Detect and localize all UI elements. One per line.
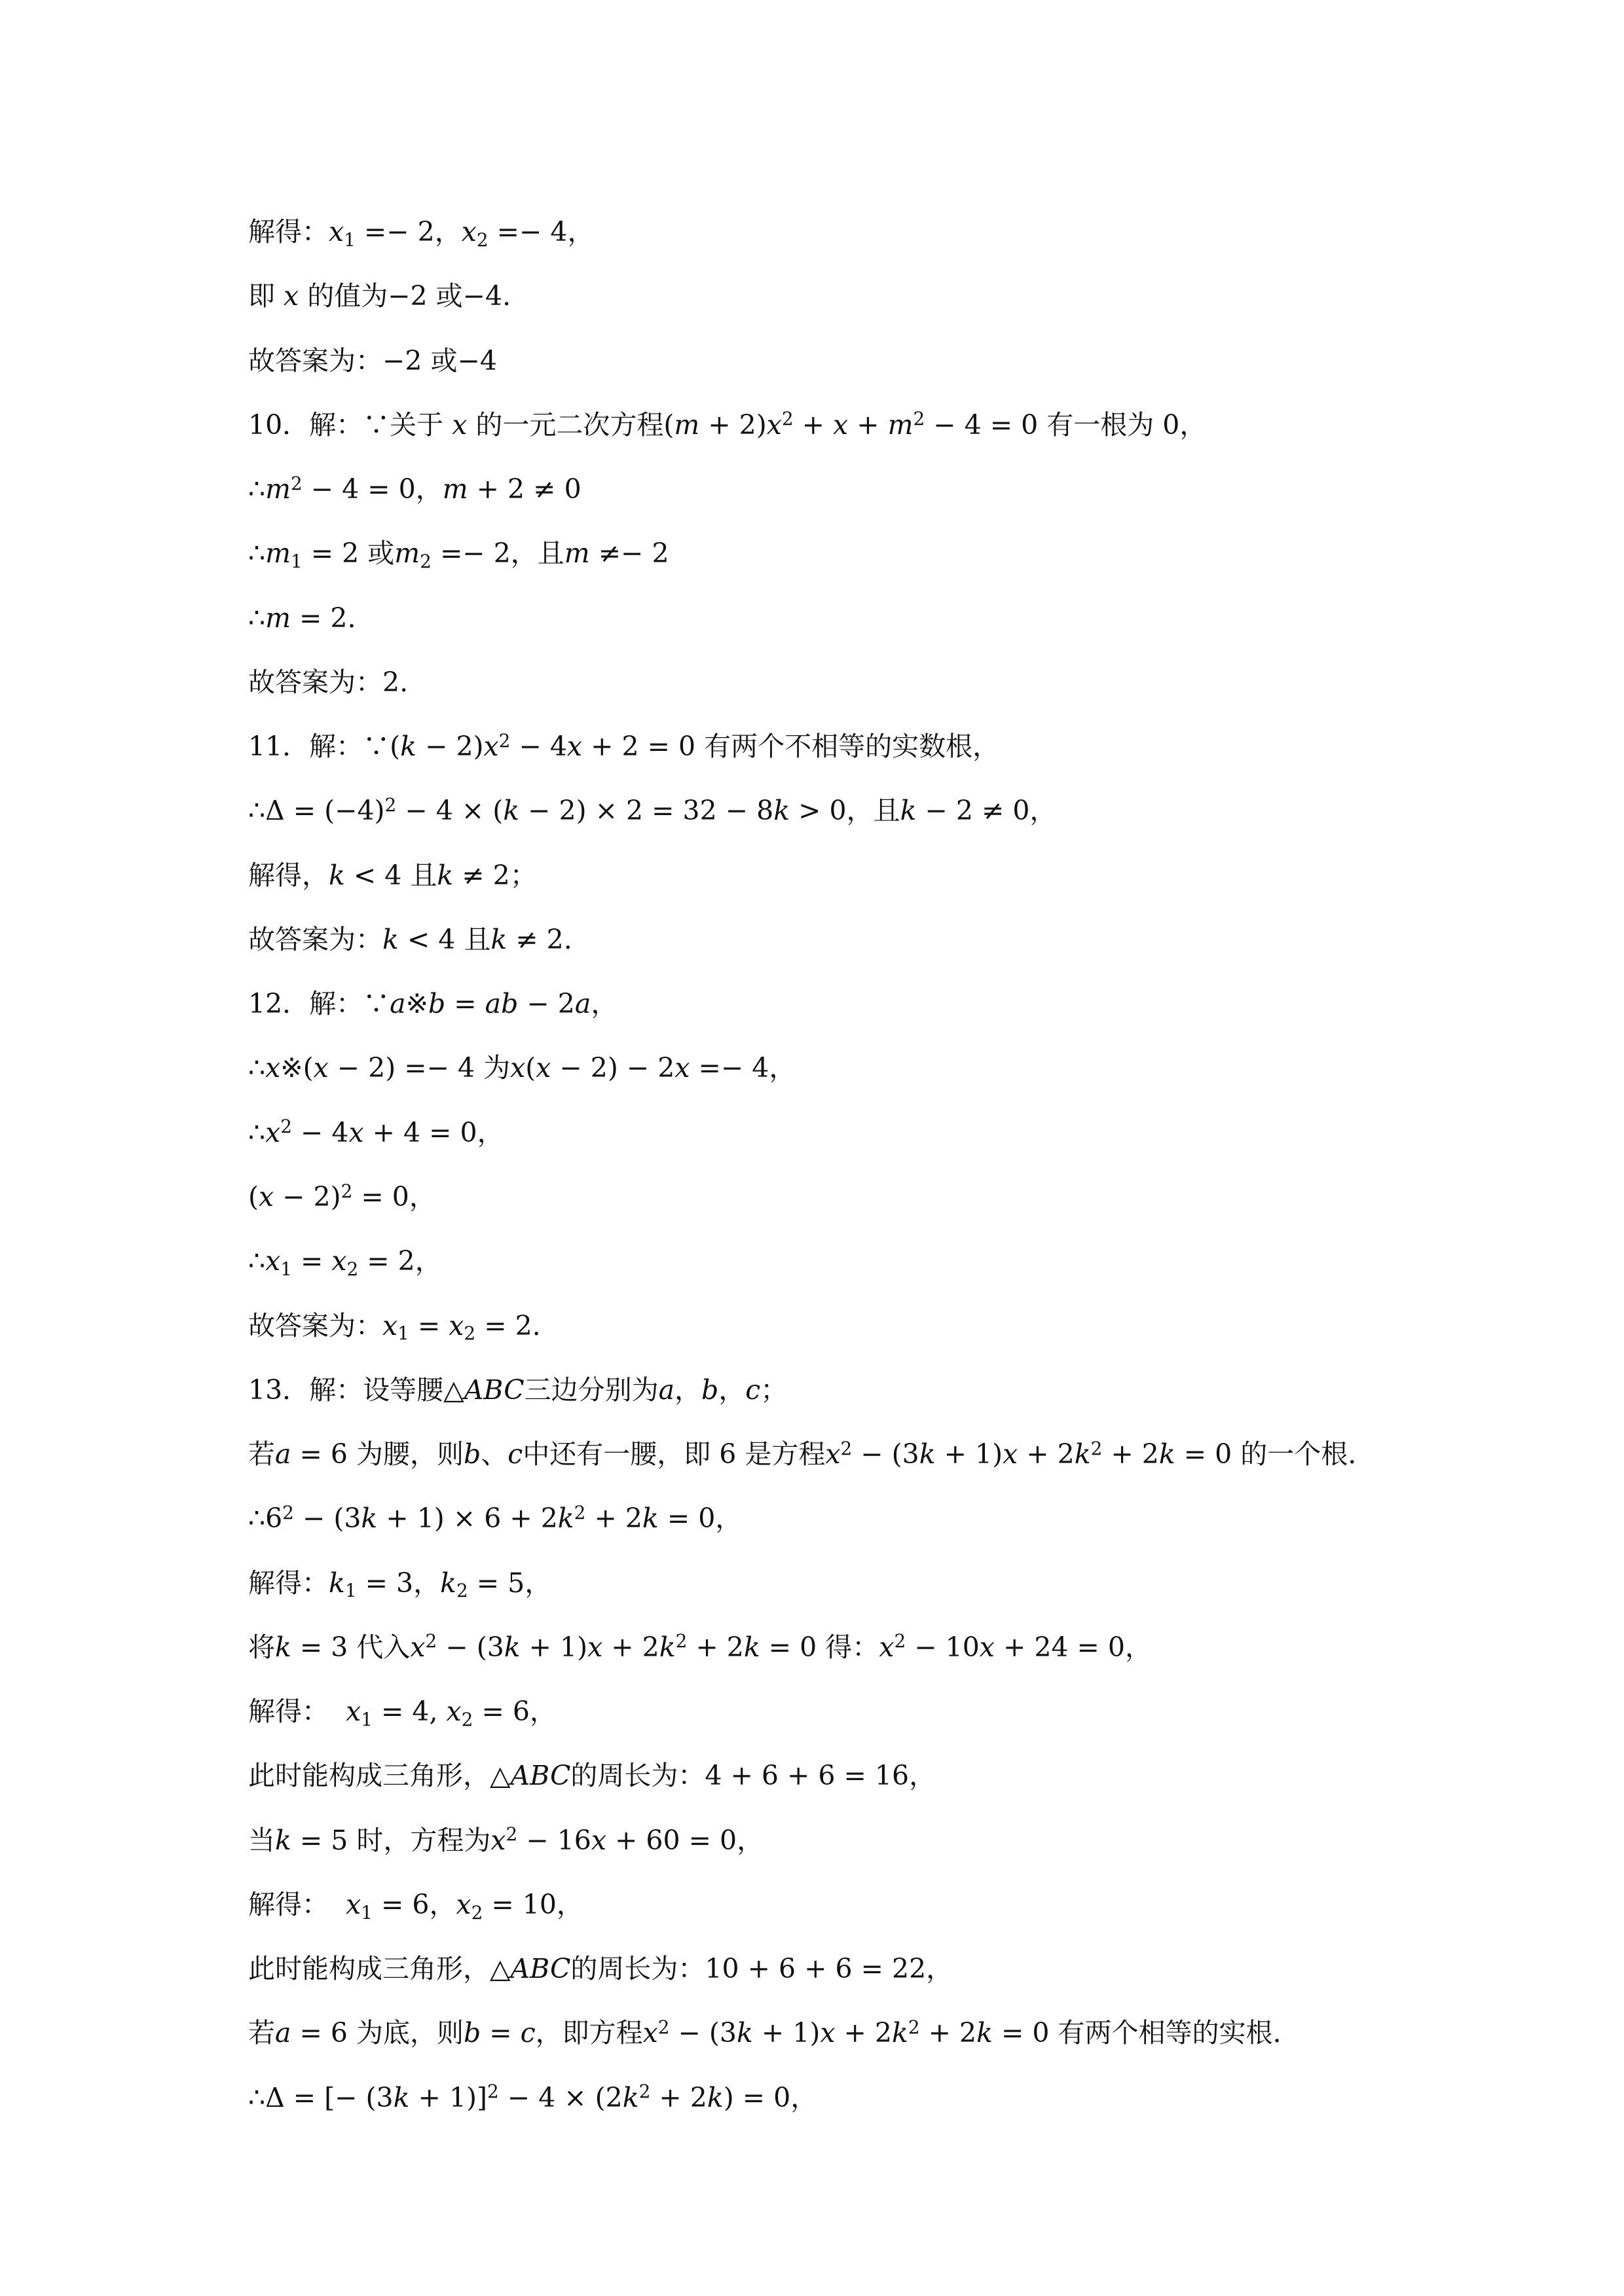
math-variable: m — [394, 538, 420, 570]
text-run: = — [409, 1309, 449, 1341]
math-variable: k — [659, 1631, 676, 1663]
math-variable: m — [265, 602, 291, 634]
text-run: = 2 或 — [302, 538, 395, 570]
solution-line — [248, 586, 1571, 650]
text-run: − 2) — [274, 1180, 341, 1212]
math-variable: x — [591, 1824, 606, 1856]
solution-line — [248, 2001, 1571, 2065]
text-run: ≠− 2 — [589, 538, 669, 570]
text-run: =− 4， — [488, 216, 595, 247]
text-run: = 2. — [290, 602, 356, 634]
text-run: ) = 0， — [723, 2081, 818, 2113]
text-run: 10．解：∵关于 — [248, 409, 452, 441]
math-variable: x — [833, 409, 849, 441]
subscript: 1 — [280, 1258, 292, 1281]
solution-line — [248, 1743, 1571, 1808]
text-run: − 4 = 0， — [302, 473, 443, 505]
math-variable: x — [452, 409, 468, 441]
math-variable: x — [259, 1180, 274, 1212]
math-variable: m — [442, 473, 468, 505]
math-variable: b — [464, 2017, 481, 2049]
text-run: ≠ 2. — [507, 923, 572, 955]
text-run: 的一元二次方程( — [467, 409, 674, 441]
text-run: 解得： — [248, 216, 329, 247]
math-variable: m — [887, 409, 913, 441]
math-variable: k — [275, 1631, 291, 1663]
text-run: = 4, — [372, 1696, 447, 1728]
text-run: + 2 — [602, 1631, 659, 1663]
text-run: < 4 且 — [344, 859, 437, 891]
text-run: + 1)] — [409, 2081, 487, 2113]
text-run: 故答案为： — [248, 1309, 382, 1341]
text-run: = 2， — [358, 1245, 442, 1277]
math-variable: x — [265, 1245, 281, 1277]
math-variable: k — [393, 2081, 410, 2113]
text-run: − 4 — [510, 731, 567, 763]
text-run: − 4 × ( — [396, 795, 504, 827]
text-run: 11．解：∵( — [248, 731, 401, 763]
math-variable: x — [313, 1052, 329, 1084]
math-variable: x — [1003, 1438, 1018, 1470]
superscript: 2 — [638, 2081, 651, 2103]
math-variable: k — [1074, 1438, 1091, 1470]
solution-line — [248, 1937, 1571, 2001]
superscript: 2 — [290, 472, 303, 494]
text-run: − 4 = 0 有一根为 0， — [925, 409, 1207, 441]
superscript: 2 — [840, 1437, 853, 1459]
math-variable: x — [346, 1696, 361, 1728]
math-variable: a — [390, 988, 406, 1020]
subscript: 2 — [471, 1901, 483, 1923]
math-variable: k — [275, 1824, 291, 1856]
math-variable: x — [820, 2017, 836, 2049]
math-variable: x — [265, 1052, 281, 1084]
solution-line — [248, 1165, 1571, 1229]
text-run: + 2 — [835, 2017, 893, 2049]
solution-line — [248, 1036, 1571, 1100]
solution-line — [248, 714, 1571, 778]
text-run: + 2 — [1018, 1438, 1075, 1470]
text-run: > 0，且 — [790, 795, 900, 827]
text-run: ≠ 2； — [453, 859, 537, 891]
solution-line — [248, 972, 1571, 1036]
text-run: + 2 = 0 有两个不相等的实数根， — [582, 731, 1000, 763]
text-run: = — [445, 988, 485, 1020]
math-variable: x — [461, 216, 477, 247]
superscript: 2 — [894, 1630, 906, 1652]
math-variable: k — [382, 923, 399, 955]
math-variable: b — [428, 988, 446, 1020]
math-variable: m — [564, 538, 590, 570]
subscript: 2 — [346, 1258, 359, 1281]
superscript: 2 — [498, 729, 511, 752]
superscript: 2 — [675, 1630, 688, 1652]
math-variable: b — [464, 1438, 481, 1470]
subscript: 2 — [476, 228, 489, 251]
text-run: = 3 代入 — [291, 1631, 411, 1663]
math-variable: k — [1158, 1438, 1175, 1470]
solution-line — [248, 1872, 1571, 1937]
solution-line — [248, 264, 1571, 328]
text-run: 当 — [248, 1824, 275, 1856]
text-run: + — [848, 409, 888, 441]
text-run: − 2) × 2 = 32 − 8 — [519, 795, 774, 827]
text-run: = 0 的一个根. — [1175, 1438, 1357, 1470]
text-run: < 4 且 — [398, 923, 491, 955]
text-run: 即 — [248, 280, 284, 312]
solution-line — [248, 1358, 1571, 1422]
superscript: 2 — [913, 408, 925, 430]
text-run: − 2) − 2 — [551, 1052, 675, 1084]
text-run: 13．解：设等腰△ — [248, 1374, 464, 1406]
math-variable: k — [622, 2081, 639, 2113]
solution-line — [248, 457, 1571, 521]
text-run: 的值为−2 或−4. — [299, 280, 511, 312]
math-variable: c — [520, 2017, 536, 2049]
text-run: = 0， — [658, 1503, 743, 1535]
superscript: 2 — [506, 1823, 518, 1846]
text-run: = 6 为底，则 — [291, 2017, 464, 2049]
text-run: =− 4， — [690, 1052, 796, 1084]
text-run: = 3， — [356, 1567, 441, 1599]
text-run: − 16 — [517, 1824, 591, 1856]
text-run: 若 — [248, 1438, 275, 1470]
text-run: ※( — [280, 1052, 314, 1084]
text-run: ， — [674, 1374, 702, 1406]
superscript: 2 — [425, 1630, 437, 1652]
solution-line — [248, 329, 1571, 393]
math-variable: c — [507, 1438, 523, 1470]
solution-line — [248, 200, 1571, 264]
text-run: + 60 = 0， — [606, 1824, 764, 1856]
superscript: 2 — [657, 2016, 670, 2039]
math-variable: x — [566, 731, 583, 763]
text-run: + 2 — [585, 1503, 642, 1535]
text-run: ， — [718, 1374, 746, 1406]
text-run: ∴ — [248, 602, 266, 634]
text-run: ∴6 — [248, 1503, 283, 1535]
text-run: ， — [591, 988, 618, 1020]
solution-line — [248, 1808, 1571, 1872]
math-variable: ABC — [510, 1953, 571, 1985]
math-variable: x — [382, 1309, 398, 1341]
math-variable: k — [707, 2081, 724, 2113]
superscript: 2 — [341, 1180, 353, 1202]
text-run: ∴ — [248, 1116, 266, 1148]
text-run: − 2 ≠ 0， — [916, 795, 1057, 827]
superscript: 2 — [781, 408, 794, 430]
math-variable: x — [825, 1438, 841, 1470]
text-run: = 2. — [475, 1309, 541, 1341]
solution-line — [248, 1615, 1571, 1679]
math-variable: m — [674, 409, 700, 441]
solution-line — [248, 393, 1571, 457]
math-variable: a — [275, 2017, 291, 2049]
subscript: 1 — [397, 1322, 409, 1345]
superscript: 2 — [908, 2016, 920, 2039]
subscript: 2 — [456, 1580, 468, 1602]
math-variable: b — [701, 1374, 719, 1406]
text-run: 的周长为：10 + 6 + 6 = 22， — [570, 1953, 953, 1985]
solution-line — [248, 843, 1571, 907]
math-variable: k — [642, 1503, 659, 1535]
text-run: 12．解：∵ — [248, 988, 390, 1020]
math-variable: x — [331, 1245, 347, 1277]
math-variable: k — [557, 1503, 574, 1535]
text-run: − 10 — [906, 1631, 980, 1663]
text-run: ( — [248, 1180, 259, 1212]
text-run: + 2 — [650, 2081, 707, 2113]
text-run: + — [793, 409, 834, 441]
math-variable: ABC — [464, 1374, 525, 1406]
text-run: + 1) × 6 + 2 — [377, 1503, 558, 1535]
math-variable: k — [503, 795, 520, 827]
text-run: = 6， — [372, 1888, 456, 1920]
text-run: + 2 — [1102, 1438, 1159, 1470]
text-run: = 6， — [473, 1696, 557, 1728]
text-run: − (3 — [293, 1503, 361, 1535]
text-run: 解得： — [248, 1696, 346, 1728]
superscript: 2 — [1090, 1437, 1103, 1459]
text-run: 此时能构成三角形，△ — [248, 1953, 511, 1985]
text-run: = 5 时，方程为 — [291, 1824, 491, 1856]
math-variable: k — [329, 1567, 345, 1599]
text-run: = 0 有两个相等的实根. — [993, 2017, 1282, 2049]
subscript: 1 — [361, 1708, 373, 1730]
text-run: ，即方程 — [535, 2017, 643, 2049]
math-variable: x — [449, 1309, 464, 1341]
math-variable: k — [737, 2017, 753, 2049]
text-run: 、 — [481, 1438, 508, 1470]
text-run: ∴ — [248, 473, 266, 505]
math-variable: x — [284, 280, 299, 312]
text-run: − 2) — [416, 731, 484, 763]
math-variable: x — [483, 731, 499, 763]
text-run: − 2 — [518, 988, 575, 1020]
solution-line — [248, 1294, 1571, 1358]
solution-line — [248, 1551, 1571, 1615]
math-variable: x — [265, 1116, 281, 1148]
math-variable: x — [446, 1696, 462, 1728]
subscript: 2 — [464, 1322, 476, 1345]
math-variable: x — [348, 1116, 364, 1148]
text-run: = — [481, 2017, 521, 2049]
solution-line — [248, 1679, 1571, 1743]
subscript: 1 — [290, 551, 303, 573]
math-variable: k — [743, 1631, 760, 1663]
math-variable: x — [510, 1052, 526, 1084]
text-run: + 1) — [752, 2017, 821, 2049]
math-variable: x — [766, 409, 782, 441]
solution-line — [248, 2066, 1571, 2130]
subscript: 1 — [361, 1901, 373, 1923]
math-variable: k — [976, 2017, 993, 2049]
math-variable: k — [900, 795, 917, 827]
text-run: ∴Δ = [− (3 — [248, 2081, 394, 2113]
text-run: ( — [525, 1052, 536, 1084]
math-variable: c — [745, 1374, 761, 1406]
text-run: = 6 为腰，则 — [291, 1438, 464, 1470]
solution-line — [248, 778, 1571, 843]
math-variable: x — [346, 1888, 361, 1920]
math-variable: x — [587, 1631, 603, 1663]
text-run: 故答案为： — [248, 923, 382, 955]
solution-line — [248, 1101, 1571, 1165]
solution-line — [248, 1229, 1571, 1293]
text-run: 的周长为：4 + 6 + 6 = 16， — [570, 1760, 936, 1792]
math-variable: x — [536, 1052, 551, 1084]
math-variable: x — [410, 1631, 426, 1663]
math-variable: k — [919, 1438, 936, 1470]
text-run: 故答案为：−2 或−4 — [248, 344, 497, 376]
math-variable: x — [979, 1631, 995, 1663]
text-run: =− 2， — [355, 216, 462, 247]
text-run: ； — [760, 1374, 788, 1406]
text-run: − 2) =− 4 为 — [328, 1052, 511, 1084]
math-variable: k — [490, 923, 507, 955]
text-run: 故答案为：2. — [248, 666, 409, 698]
math-variable: x — [456, 1888, 471, 1920]
text-run: + 4 = 0， — [363, 1116, 504, 1148]
solution-line — [248, 1422, 1571, 1486]
text-run: 中还有一腰，即 6 是方程 — [523, 1438, 826, 1470]
math-variable: k — [361, 1503, 378, 1535]
text-run: = 10， — [483, 1888, 583, 1920]
math-variable: k — [773, 795, 790, 827]
text-run: − (3 — [669, 2017, 737, 2049]
math-variable: x — [642, 2017, 658, 2049]
text-run: − 4 — [291, 1116, 349, 1148]
text-run: + 2) — [699, 409, 767, 441]
math-variable: k — [437, 859, 454, 891]
text-run: = 0 得： — [760, 1631, 879, 1663]
subscript: 2 — [420, 551, 432, 573]
solution-document — [248, 200, 1571, 2130]
solution-line — [248, 907, 1571, 972]
text-run: 解得， — [248, 859, 329, 891]
text-run: + 1) — [935, 1438, 1003, 1470]
text-run: = 0， — [352, 1180, 436, 1212]
text-run: 此时能构成三角形，△ — [248, 1760, 511, 1792]
math-variable: m — [265, 538, 291, 570]
superscript: 2 — [384, 794, 397, 816]
superscript: 2 — [280, 1116, 292, 1138]
text-run: 若 — [248, 2017, 275, 2049]
math-variable: a — [574, 988, 591, 1020]
solution-line — [248, 1486, 1571, 1550]
math-variable: a — [658, 1374, 675, 1406]
solution-line — [248, 650, 1571, 714]
text-run: + 2 — [687, 1631, 744, 1663]
text-run: + 2 ≠ 0 — [468, 473, 581, 505]
subscript: 1 — [344, 228, 356, 251]
math-variable: k — [504, 1631, 521, 1663]
text-run: 解得： — [248, 1567, 329, 1599]
text-run: = 5， — [468, 1567, 552, 1599]
math-variable: x — [490, 1824, 506, 1856]
math-variable: x — [329, 216, 344, 247]
math-variable: x — [879, 1631, 895, 1663]
text-run: 将 — [248, 1631, 275, 1663]
text-run: − (3 — [852, 1438, 919, 1470]
text-run: ∴Δ = (−4) — [248, 795, 385, 827]
superscript: 2 — [574, 1501, 586, 1523]
math-variable: ABC — [510, 1760, 571, 1792]
text-run: − (3 — [437, 1631, 504, 1663]
math-variable: k — [400, 731, 417, 763]
text-run: 三边分别为 — [524, 1374, 659, 1406]
math-variable: k — [440, 1567, 456, 1599]
text-run: ∴ — [248, 1052, 266, 1084]
solution-line — [248, 521, 1571, 585]
text-run: ∴ — [248, 538, 266, 570]
math-variable: m — [265, 473, 291, 505]
superscript: 2 — [487, 2081, 499, 2103]
text-run: + 2 — [919, 2017, 977, 2049]
math-variable: k — [329, 859, 345, 891]
math-variable: a — [275, 1438, 291, 1470]
math-variable: ab — [485, 988, 519, 1020]
math-variable: k — [892, 2017, 908, 2049]
text-run: − 4 × (2 — [498, 2081, 623, 2113]
text-run: 解得： — [248, 1888, 346, 1920]
text-run: = — [291, 1245, 332, 1277]
text-run: + 24 = 0， — [994, 1631, 1153, 1663]
math-variable: x — [674, 1052, 690, 1084]
text-run: + 1) — [520, 1631, 588, 1663]
text-run: =− 2，且 — [431, 538, 564, 570]
subscript: 1 — [344, 1580, 357, 1602]
text-run: ∴ — [248, 1245, 266, 1277]
superscript: 2 — [282, 1501, 294, 1523]
subscript: 2 — [461, 1708, 473, 1730]
text-run: ※ — [405, 988, 428, 1020]
